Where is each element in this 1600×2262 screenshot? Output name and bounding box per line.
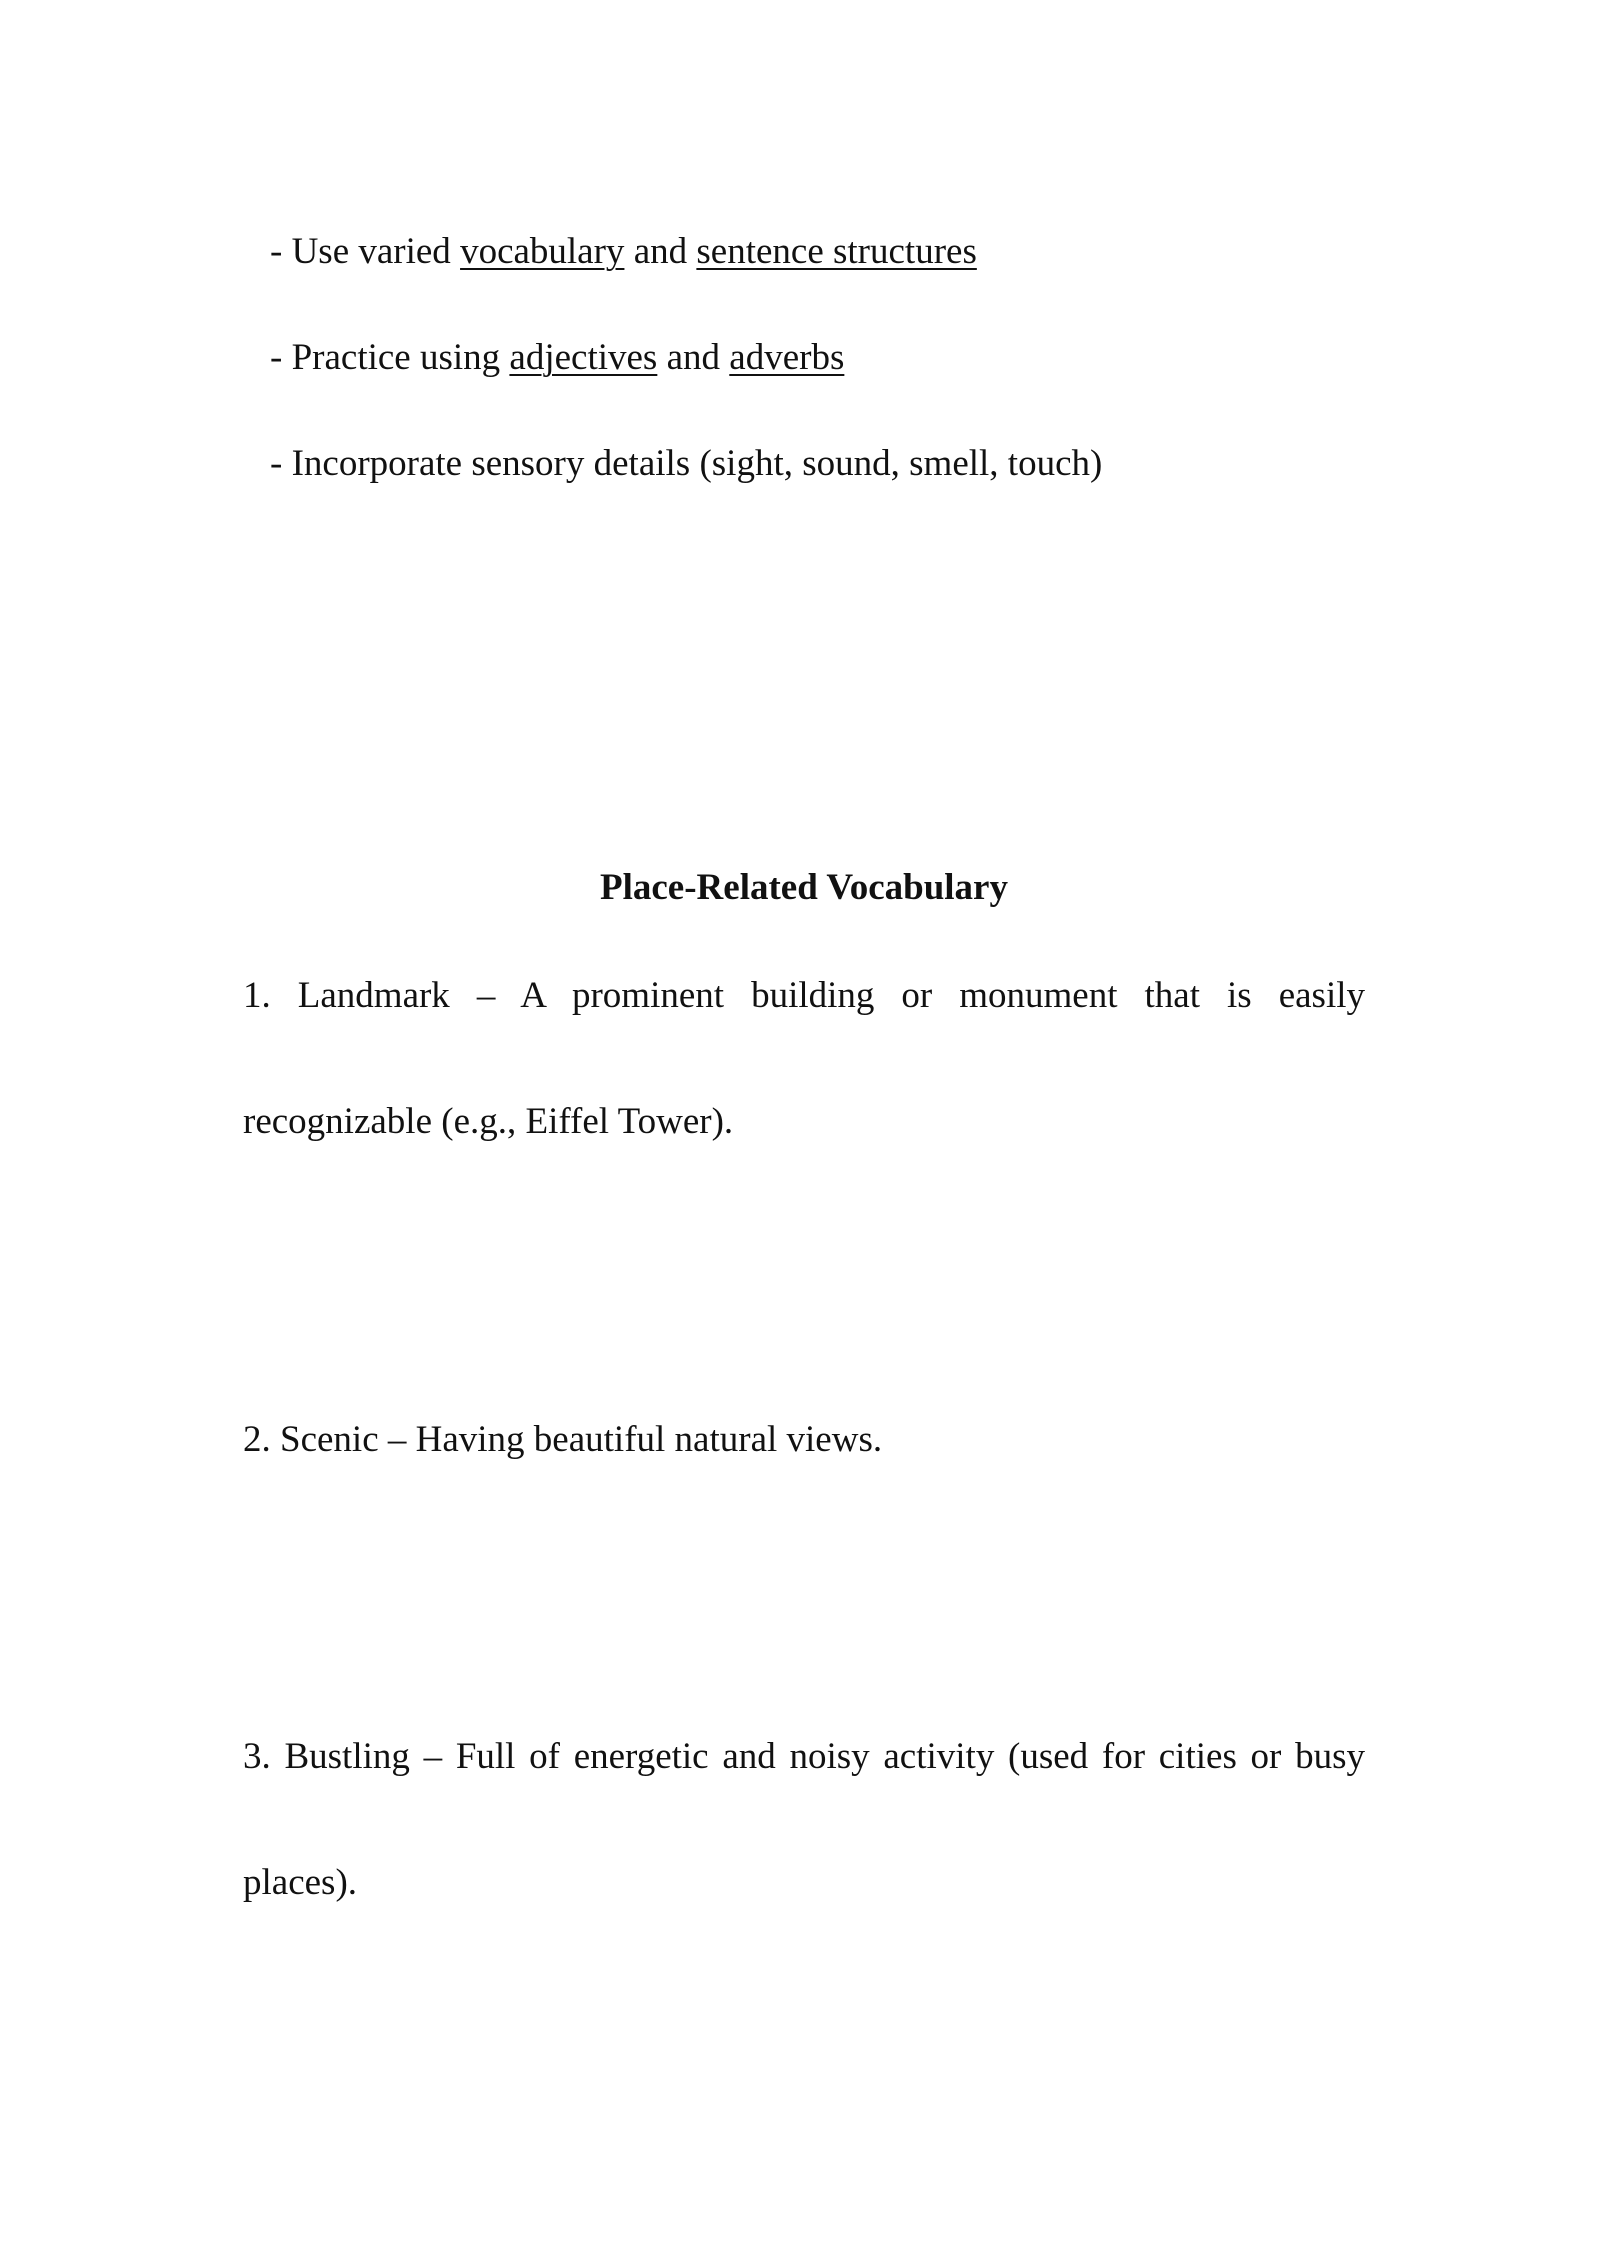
vocab-item-bustling-line2: places). (243, 1862, 358, 1903)
adverbs-link[interactable]: adverbs (729, 337, 845, 378)
bullet-varied-vocabulary (270, 230, 977, 274)
vocab-item-scenic: 2. Scenic – Having beautiful natural views. (243, 1419, 883, 1460)
adjectives-link[interactable]: adjectives (509, 337, 658, 378)
vocab-item-landmark-line2: recognizable (e.g., Eiffel Tower). (243, 1101, 734, 1142)
section-heading: Place-Related Vocabulary (600, 867, 1008, 908)
vocab-item-landmark-line1: 1. Landmark – A prominent building or monument that is easily (243, 975, 1365, 1016)
bullet-sensory-details: - Incorporate sensory details (sight, sound, smell, touch) (270, 443, 1103, 484)
bullet-text: - Practice using (270, 337, 510, 378)
bullet-text: and (657, 337, 730, 378)
sentence-structures-link[interactable]: sentence structures (696, 231, 977, 272)
bullet-adjectives-adverbs (270, 336, 844, 380)
vocabulary-link[interactable]: vocabulary (460, 231, 625, 272)
bullet-text: and (624, 231, 697, 272)
bullet-text: - Use varied (270, 231, 461, 272)
vocab-item-bustling-line1: 3. Bustling – Full of energetic and noisy activity (used for cities or busy (243, 1736, 1365, 1777)
